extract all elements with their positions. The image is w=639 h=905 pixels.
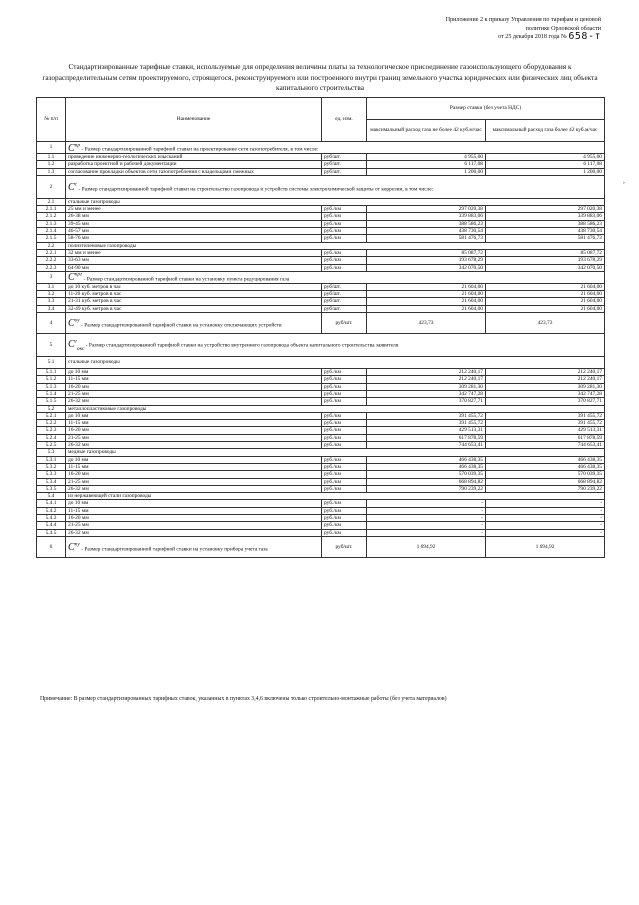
col-header-rate-1: максимальный расход газа не более 42 куб.м/час (367, 120, 486, 142)
table-row (37, 161, 605, 168)
table-row (37, 249, 605, 256)
row-value-2: 388 586,23 (486, 220, 605, 227)
row-name: стальные газопроводы (66, 357, 605, 369)
row-unit: руб/шт. (322, 291, 367, 298)
tariff-symbol-sup: пр (74, 142, 81, 149)
row-name: до 10 мм (66, 412, 322, 419)
row-text: - Размер стандартизированной тарифной ставки на установку отключающих устройств (79, 322, 282, 329)
row-num: 5.2.4 (37, 434, 66, 441)
row-unit: руб./км (322, 420, 367, 427)
tariff-symbol (68, 272, 82, 283)
row-name: 26-32 мм (66, 398, 322, 405)
row-name: 11-20 куб. метров в час (66, 291, 322, 298)
row-value-2: 1 694,92 (486, 536, 605, 557)
footnote: Примечание: В размер стандартизированных тарифных ставок, указанных в пунктах 3,4,6 включены только строительно-монтажные работы (без учета материалов) (40, 696, 447, 702)
table-row (37, 213, 605, 220)
row-unit: руб./км (322, 529, 367, 536)
row-value-1: 21 604,00 (367, 305, 486, 312)
table-row (37, 334, 605, 357)
row-value-2: 570 039,35 (486, 471, 605, 478)
row-name: до 10 куб. метров в час (66, 283, 322, 290)
row-name (66, 313, 322, 334)
table-row (37, 298, 605, 305)
row-value-2: 466 438,35 (486, 463, 605, 470)
table-row (37, 405, 605, 412)
row-value-1: 423,73 (367, 313, 486, 334)
table-row (37, 522, 605, 529)
table-row (37, 154, 605, 161)
row-num: 5.4.1 (37, 500, 66, 507)
row-name: 21-25 мм (66, 390, 322, 397)
row-num: 2.2 (37, 242, 66, 249)
col-header-name: Наименование (66, 98, 322, 142)
row-name (66, 271, 605, 283)
table-row (37, 420, 605, 427)
tariff-table (36, 97, 605, 558)
table-row (37, 463, 605, 470)
tariff-symbol-sub: окс (76, 345, 85, 352)
table-row (37, 478, 605, 485)
row-unit: руб./км (322, 249, 367, 256)
row-value-1: 342 070,50 (367, 264, 486, 271)
row-value-1: 429 513,31 (367, 427, 486, 434)
row-value-1: 790 239,22 (367, 485, 486, 492)
row-name: 25 мм и менее (66, 206, 322, 213)
row-unit: руб./км (322, 398, 367, 405)
row-unit: руб./км (322, 390, 367, 397)
table-row (37, 434, 605, 441)
row-unit: руб./км (322, 213, 367, 220)
table-row (37, 175, 605, 198)
table-row (37, 529, 605, 536)
row-name (66, 175, 605, 198)
row-num: 5.3.4 (37, 478, 66, 485)
row-num: 5.1.1 (37, 369, 66, 376)
table-row (37, 228, 605, 235)
table-row (37, 485, 605, 492)
row-num: 5.4 (37, 493, 66, 500)
row-num: 5.2.3 (37, 427, 66, 434)
row-name: до 10 мм (66, 369, 322, 376)
row-num: 5 (37, 334, 66, 357)
row-num: 2.2.1 (37, 249, 66, 256)
row-name (66, 334, 605, 357)
row-value-1: 466 438,35 (367, 456, 486, 463)
row-value-2: - (486, 507, 605, 514)
col-header-rate: Размер ставки (без учета НДС) (367, 98, 605, 120)
tariff-symbol-base: С (68, 142, 75, 154)
row-name: стальные газопроводы (66, 198, 605, 205)
row-unit: руб./км (322, 412, 367, 419)
row-name: проведение инженерно-геологических изысканий (66, 154, 322, 161)
row-name: металлопластиковые газопроводы (66, 405, 605, 412)
row-value-2: 370 827,71 (486, 398, 605, 405)
row-name: 32 мм и менее (66, 249, 322, 256)
row-value-1: 1 200,00 (367, 168, 486, 175)
row-value-2: 21 604,00 (486, 283, 605, 290)
row-unit: руб./км (322, 442, 367, 449)
row-text: - Размер стандартизированной тарифной ставки на установку пункта редуцирования газа (82, 276, 290, 283)
row-value-2: 391 455,72 (486, 412, 605, 419)
row-name: 33-63 мм (66, 257, 322, 264)
row-num: 4 (37, 313, 66, 334)
table-row (37, 500, 605, 507)
row-unit: руб./км (322, 235, 367, 242)
row-unit: руб./км (322, 507, 367, 514)
row-value-1: 21 604,00 (367, 291, 486, 298)
row-name: из нержавеющей стали газопроводы (66, 493, 605, 500)
table-row (37, 271, 605, 283)
row-num: 3.1 (37, 283, 66, 290)
row-value-2: 4 955,00 (486, 154, 605, 161)
row-value-2: 1 200,00 (486, 168, 605, 175)
row-unit: руб./км (322, 383, 367, 390)
row-value-1: - (367, 522, 486, 529)
row-num: 1.3 (37, 168, 66, 175)
row-unit: руб./км (322, 514, 367, 521)
table-row (37, 442, 605, 449)
table-row (37, 206, 605, 213)
row-unit: руб/шт. (322, 313, 367, 334)
row-name (66, 142, 605, 154)
row-name: до 10 мм (66, 456, 322, 463)
tariff-symbol (68, 318, 80, 329)
row-unit: руб./км (322, 369, 367, 376)
row-name: 26-32 мм (66, 529, 322, 536)
row-unit: руб./км (322, 220, 367, 227)
row-value-1: 744 653,41 (367, 442, 486, 449)
table-row (37, 291, 605, 298)
row-num: 5.1.4 (37, 390, 66, 397)
tariff-symbol-sup: прг (74, 272, 83, 279)
tariff-table-body (37, 98, 605, 558)
row-unit: руб./км (322, 257, 367, 264)
row-value-2: 581 476,73 (486, 235, 605, 242)
row-value-2: 466 438,35 (486, 456, 605, 463)
tariff-symbol (68, 339, 84, 350)
row-name: 26-38 мм (66, 213, 322, 220)
row-value-1: 193 678,29 (367, 257, 486, 264)
row-num: 2.2.3 (37, 264, 66, 271)
row-num: 5.2.1 (37, 412, 66, 419)
row-value-1: 342 747,28 (367, 390, 486, 397)
row-num: 5.4.3 (37, 514, 66, 521)
table-row (37, 514, 605, 521)
row-value-1: 6 117,08 (367, 161, 486, 168)
row-name: 16-20 мм (66, 383, 322, 390)
table-row (37, 168, 605, 175)
row-value-1: 21 604,00 (367, 298, 486, 305)
row-name: 64-90 мм (66, 264, 322, 271)
row-num: 2.1.4 (37, 228, 66, 235)
row-num: 5.1.5 (37, 398, 66, 405)
row-value-2: 297 020,38 (486, 206, 605, 213)
table-row (37, 493, 605, 500)
row-num: 2.1.3 (37, 220, 66, 227)
table-row (37, 369, 605, 376)
tariff-symbol (68, 143, 80, 154)
row-unit: руб/шт. (322, 536, 367, 557)
row-num: 5.4.5 (37, 529, 66, 536)
row-value-1: 1 694,92 (367, 536, 486, 557)
row-value-2: 212 240,17 (486, 369, 605, 376)
row-unit: руб./км (322, 485, 367, 492)
row-value-2: 391 455,72 (486, 420, 605, 427)
row-name: 58-76 мм (66, 235, 322, 242)
row-name: 11-15 мм (66, 463, 322, 470)
row-value-1: 309 281,30 (367, 383, 486, 390)
row-num: 5.3.1 (37, 456, 66, 463)
table-row (37, 390, 605, 397)
table-row (37, 313, 605, 334)
row-unit: руб./км (322, 264, 367, 271)
row-value-2: 212 240,17 (486, 376, 605, 383)
row-num: 5.4.4 (37, 522, 66, 529)
row-num: 5.3 (37, 449, 66, 456)
table-row (37, 456, 605, 463)
row-num: 5.1.3 (37, 383, 66, 390)
row-value-2: 790 239,22 (486, 485, 605, 492)
row-value-2: 744 653,41 (486, 442, 605, 449)
row-num: 2 (37, 175, 66, 198)
table-row (37, 220, 605, 227)
row-unit: руб/шт. (322, 298, 367, 305)
row-value-1: 617 878,59 (367, 434, 486, 441)
table-row (37, 376, 605, 383)
row-value-1: 85 087,72 (367, 249, 486, 256)
row-unit: руб/шт. (322, 168, 367, 175)
row-unit: руб./км (322, 463, 367, 470)
table-row (37, 383, 605, 390)
row-value-2: 309 281,30 (486, 383, 605, 390)
row-name: до 10 мм (66, 500, 322, 507)
row-value-1: 388 586,23 (367, 220, 486, 227)
row-name: полиэтиленовые газопроводы (66, 242, 605, 249)
row-value-1: 668 894,82 (367, 478, 486, 485)
row-unit: руб/шт. (322, 305, 367, 312)
row-value-2: - (486, 500, 605, 507)
row-name: 11-15 мм (66, 376, 322, 383)
row-num: 3 (37, 271, 66, 283)
table-row (37, 257, 605, 264)
row-num: 2.1.2 (37, 213, 66, 220)
row-unit: руб/шт. (322, 161, 367, 168)
tariff-symbol-base: С (68, 272, 75, 284)
tariff-symbol-sup: с (74, 181, 78, 188)
table-row (37, 427, 605, 434)
row-value-1: - (367, 514, 486, 521)
tariff-symbol-sup: пу (74, 541, 80, 548)
table-row (37, 357, 605, 369)
table-row (37, 449, 605, 456)
tariff-symbol-base: С (68, 181, 75, 193)
tariff-symbol-base: С (68, 541, 75, 553)
row-text: - Размер стандартизированной тарифной ставки на проектирование сети газопотребителя, в том числе: (80, 146, 319, 153)
row-unit: руб./км (322, 456, 367, 463)
margin-mark: ¸ (622, 176, 625, 184)
row-value-1: 339 883,06 (367, 213, 486, 220)
row-num: 5.3.5 (37, 485, 66, 492)
document-header (351, 16, 601, 42)
row-value-2: 668 894,82 (486, 478, 605, 485)
row-value-1: - (367, 507, 486, 514)
row-name: 16-20 мм (66, 514, 322, 521)
row-value-2: - (486, 529, 605, 536)
row-value-1: 570 039,35 (367, 471, 486, 478)
row-value-2: 85 087,72 (486, 249, 605, 256)
row-value-1: 4 955,00 (367, 154, 486, 161)
row-name (66, 536, 322, 557)
row-name: 21-25 мм (66, 478, 322, 485)
row-name: медные газопроводы (66, 449, 605, 456)
order-number: 658-т (568, 31, 601, 43)
row-value-1: 370 827,71 (367, 398, 486, 405)
header-line-1: Приложение 2 к приказу Управления по тарифам и ценовой (445, 17, 601, 23)
row-num: 5.1.2 (37, 376, 66, 383)
row-unit: руб./км (322, 522, 367, 529)
row-value-2: 423,73 (486, 313, 605, 334)
row-name: 21-25 мм (66, 522, 322, 529)
row-num: 1 (37, 142, 66, 154)
table-row (37, 283, 605, 290)
row-num: 2.2.2 (37, 257, 66, 264)
row-num: 3.3 (37, 298, 66, 305)
row-value-2: - (486, 522, 605, 529)
table-row (37, 471, 605, 478)
row-value-2: 339 883,06 (486, 213, 605, 220)
row-num: 5.3.3 (37, 471, 66, 478)
row-text: - Размер стандартизированной тарифной ставки на устройство внутреннего газопровода объекта капитального строительства заявителя (84, 342, 399, 349)
tariff-symbol (68, 542, 80, 553)
header-line-2: политике Орловской области (525, 25, 601, 32)
row-unit: руб./км (322, 376, 367, 383)
row-value-2: 21 604,00 (486, 291, 605, 298)
tariff-symbol-sup: оу (74, 317, 80, 324)
row-num: 5.1 (37, 357, 66, 369)
row-num: 2.1.1 (37, 206, 66, 213)
tariff-symbol-base: С (68, 338, 75, 350)
table-row (37, 264, 605, 271)
row-value-2: 21 604,00 (486, 305, 605, 312)
row-num: 3.2 (37, 291, 66, 298)
header-date: от 25 декабря 2018 года № (498, 34, 567, 41)
row-unit: руб./км (322, 471, 367, 478)
row-num: 1.2 (37, 161, 66, 168)
row-value-1: 438 730,54 (367, 228, 486, 235)
row-num: 5.2.5 (37, 442, 66, 449)
row-value-1: - (367, 529, 486, 536)
row-unit: руб./км (322, 228, 367, 235)
row-value-2: 342 070,50 (486, 264, 605, 271)
col-header-rate-2: максимальный расход газа более 42 куб.м/час (486, 120, 605, 142)
table-row (37, 235, 605, 242)
row-num: 5.2 (37, 405, 66, 412)
table-row (37, 412, 605, 419)
row-num: 5.2.2 (37, 420, 66, 427)
row-name: 16-20 мм (66, 471, 322, 478)
table-row (37, 242, 605, 249)
row-value-2: 617 878,59 (486, 434, 605, 441)
row-text: - Размер стандартизированной тарифной ставки на строительство газопровода и устройств системы электрохимической защиты от коррозии, в том числе: (77, 185, 434, 192)
row-value-2: 342 747,28 (486, 390, 605, 397)
row-value-1: 581 476,73 (367, 235, 486, 242)
header-line-3 (351, 33, 601, 42)
row-unit: руб./км (322, 478, 367, 485)
row-value-2: 429 513,31 (486, 427, 605, 434)
tariff-symbol (68, 182, 77, 193)
row-value-2: - (486, 514, 605, 521)
row-value-1: 391 455,72 (367, 412, 486, 419)
table-header-row (37, 98, 605, 120)
tariff-symbol-base: С (68, 318, 75, 330)
row-name: согласование прокладки объектов сети газопотребления с владельцами смежных (66, 168, 322, 175)
table-row (37, 507, 605, 514)
row-value-2: 438 730,54 (486, 228, 605, 235)
row-name: разработка проектной и рабочей документации (66, 161, 322, 168)
table-row (37, 305, 605, 312)
row-unit: руб/шт. (322, 154, 367, 161)
row-value-2: 21 604,00 (486, 298, 605, 305)
row-unit: руб./км (322, 500, 367, 507)
table-row (37, 536, 605, 557)
row-num: 1.1 (37, 154, 66, 161)
row-num: 6 (37, 536, 66, 557)
tariff-symbol-sup: г (74, 338, 77, 345)
row-value-1: 212 240,17 (367, 369, 486, 376)
row-name: 26-32 мм (66, 442, 322, 449)
col-header-unit: ед. изм. (322, 98, 367, 142)
row-value-2: 193 678,29 (486, 257, 605, 264)
row-name: 21-25 мм (66, 434, 322, 441)
row-name: 46-57 мм (66, 228, 322, 235)
row-name: 39-45 мм (66, 220, 322, 227)
row-value-1: 212 240,17 (367, 376, 486, 383)
row-name: 11-15 мм (66, 420, 322, 427)
row-value-1: 297 020,38 (367, 206, 486, 213)
document-title: Стандартизированные тарифные ставки, используемые для определения величины платы за технологическое присоединение газоиспользующего оборудования к газораспределительным сетям проектируемого, строящегося, реконструируемого или построенного внутри границ земельного участка юридических или физических лиц объекта капитального строительства (42, 62, 598, 93)
row-name: 11-15 мм (66, 507, 322, 514)
row-value-2: 6 117,08 (486, 161, 605, 168)
table-row (37, 398, 605, 405)
row-name: 26-32 мм (66, 485, 322, 492)
row-value-1: 466 438,35 (367, 463, 486, 470)
row-unit: руб./км (322, 427, 367, 434)
row-name: 32-49 куб. метров в час (66, 305, 322, 312)
row-num: 5.4.2 (37, 507, 66, 514)
row-value-1: - (367, 500, 486, 507)
row-unit: руб/шт. (322, 283, 367, 290)
row-unit: руб./км (322, 434, 367, 441)
row-num: 3.4 (37, 305, 66, 312)
table-row (37, 142, 605, 154)
row-value-1: 391 455,72 (367, 420, 486, 427)
row-num: 2.1 (37, 198, 66, 205)
row-num: 5.3.2 (37, 463, 66, 470)
table-row (37, 198, 605, 205)
row-value-1: 21 604,00 (367, 283, 486, 290)
col-header-num: № п/п (37, 98, 66, 142)
row-text: - Размер стандартизированной тарифной ставки на установку прибора учета газа (79, 545, 268, 552)
row-name: 16-20 мм (66, 427, 322, 434)
row-name: 21-31 куб. метров в час (66, 298, 322, 305)
row-unit: руб./км (322, 206, 367, 213)
row-num: 2.1.5 (37, 235, 66, 242)
